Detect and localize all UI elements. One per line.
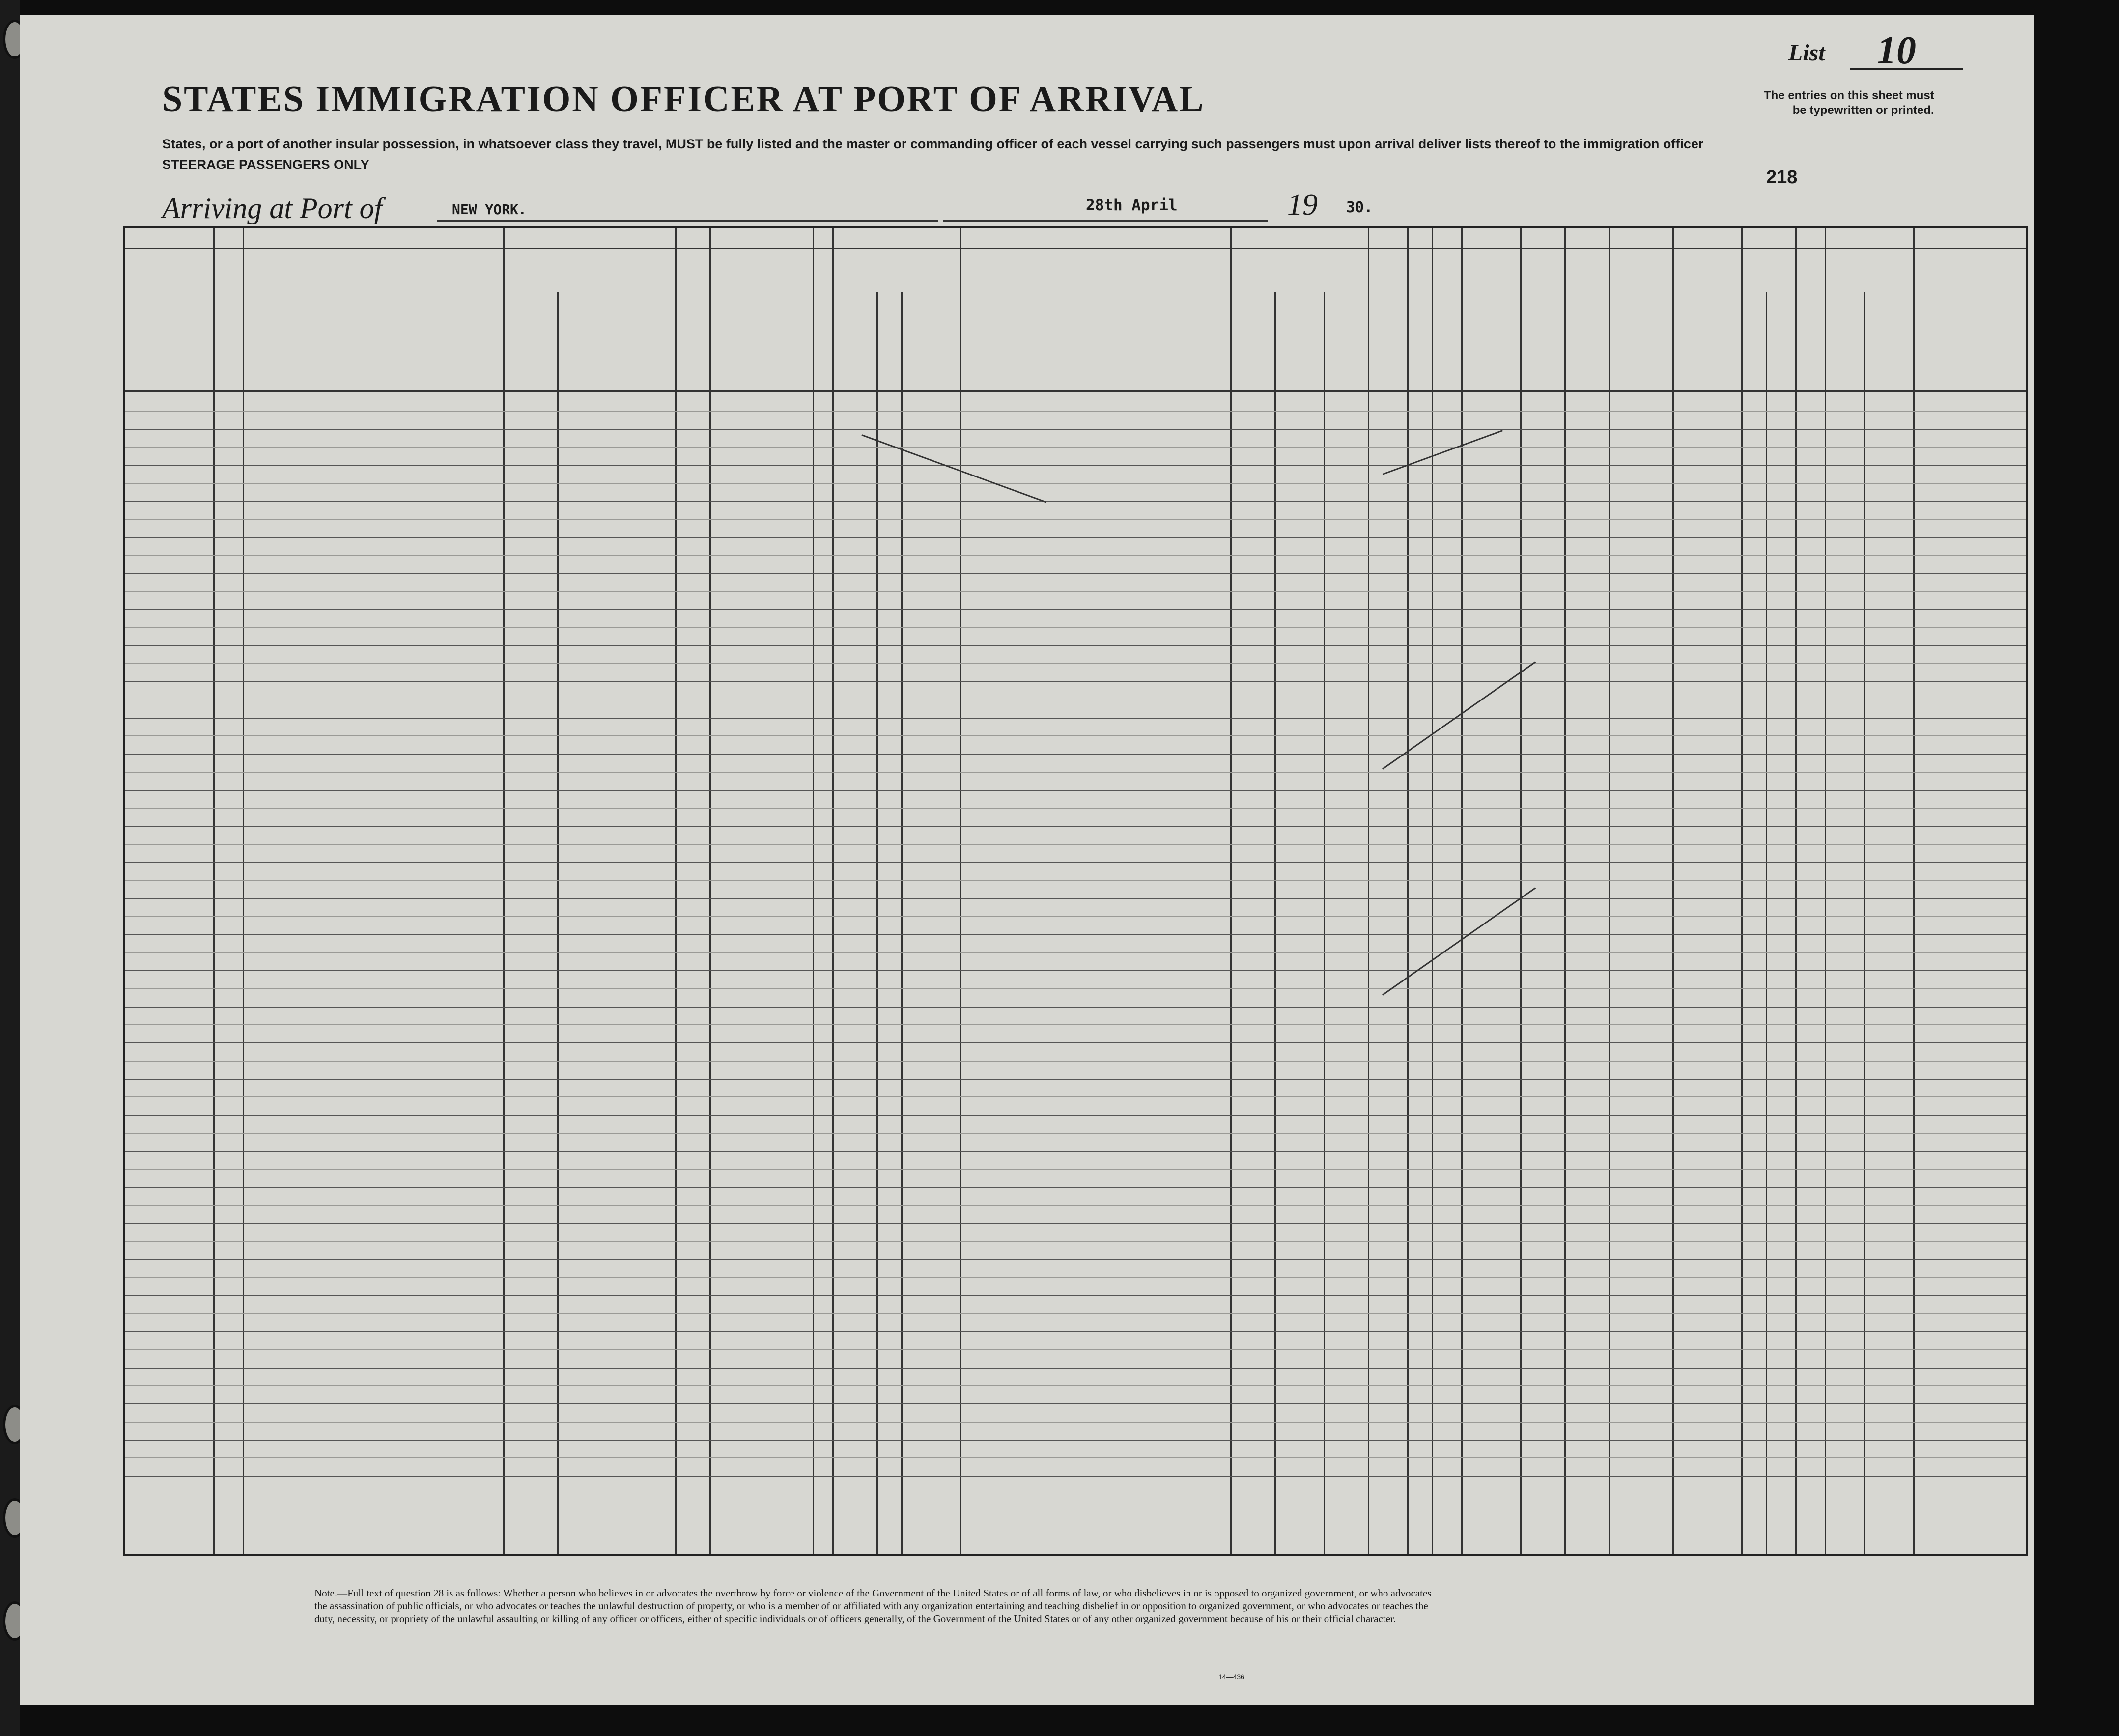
- row-divider: [125, 609, 2026, 610]
- row-divider: [125, 826, 2026, 827]
- typewritten-note: The entries on this sheet must be typewritten or printed.: [1764, 89, 1934, 117]
- column-divider: [1741, 228, 1743, 1554]
- arrival-port: NEW YORK.: [452, 201, 527, 218]
- row-divider: [125, 537, 2026, 538]
- row-divider: [125, 1079, 2026, 1080]
- ruled-line: [125, 519, 2026, 520]
- column-divider: [1230, 228, 1232, 1554]
- list-underline: [1850, 68, 1963, 70]
- row-divider: [125, 465, 2026, 466]
- arrival-year: 30.: [1346, 199, 1373, 216]
- list-label: List: [1788, 40, 1825, 66]
- column-divider: [1368, 228, 1369, 1554]
- ruled-line: [125, 1277, 2026, 1278]
- row-divider: [125, 862, 2026, 863]
- row-divider: [125, 1007, 2026, 1008]
- row-divider: [125, 970, 2026, 971]
- ruled-line: [125, 1169, 2026, 1170]
- row-divider: [125, 718, 2026, 719]
- ruled-line: [125, 1133, 2026, 1134]
- subcolumn-divider: [876, 292, 878, 1554]
- port-underline: [437, 220, 938, 222]
- manifest-table: [123, 226, 2028, 1556]
- row-divider: [125, 1115, 2026, 1116]
- row-divider: [125, 573, 2026, 574]
- column-divider: [1913, 228, 1915, 1554]
- ruled-line: [125, 1205, 2026, 1206]
- row-divider: [125, 790, 2026, 791]
- column-divider: [1461, 228, 1463, 1554]
- year-prefix: 19: [1287, 188, 1318, 222]
- ruled-line: [125, 1422, 2026, 1423]
- row-divider: [125, 1476, 2026, 1477]
- row-divider: [125, 1151, 2026, 1152]
- ruled-line: [125, 1061, 2026, 1062]
- ruled-line: [125, 1024, 2026, 1025]
- ruled-line: [125, 808, 2026, 809]
- ruled-line: [125, 663, 2026, 664]
- column-divider: [1407, 228, 1409, 1554]
- subcolumn-divider: [1274, 292, 1276, 1554]
- column-divider: [1432, 228, 1433, 1554]
- ruled-line: [125, 735, 2026, 736]
- binder-strip: [0, 0, 20, 1736]
- ruled-line: [125, 880, 2026, 881]
- ruled-line: [125, 1457, 2026, 1458]
- sheet-number: 218: [1766, 167, 1798, 188]
- row-divider: [125, 1042, 2026, 1043]
- row-divider: [125, 1403, 2026, 1404]
- arriving-label: Arriving at Port of: [162, 192, 383, 224]
- footnote: Note.—Full text of question 28 is as follows: Whether a person who believes in or advocates the overthrow by force or violence of the Government of the United States or of all forms of law, or who disbelieves in or is opposed to organized government, or who advocates the assassination of public officials, or who advocates or teaches the unlawful destruction of property, or who is a member of or affiliated with any organization entertaining and teaching disbelief in or opposition to organized government, or who advocates or teaches the duty, necessity, or propriety of the unlawful assaulting or killing of any officer or officers, either of specific individuals or of officers generally, of the Government of the United States or of any other organized government because of his or their official character.: [314, 1587, 1432, 1624]
- column-divider: [1795, 228, 1797, 1554]
- row-divider: [125, 1223, 2026, 1224]
- row-divider: [125, 501, 2026, 502]
- ruled-line: [125, 1349, 2026, 1350]
- subcolumn-divider: [1766, 292, 1767, 1554]
- subcolumn-divider: [1324, 292, 1325, 1554]
- column-divider: [503, 228, 505, 1554]
- row-divider: [125, 898, 2026, 899]
- subcolumn-divider: [1864, 292, 1865, 1554]
- subcolumn-divider: [557, 292, 559, 1554]
- handwritten-strike: [861, 434, 1046, 503]
- instruction-text: States, or a port of another insular possession, in whatsoever class they travel, MUST be fully listed and the master or commanding officer of each vessel carrying such passengers must upon arrival deliver lists thereof to the immigration officer: [162, 137, 1704, 151]
- column-divider: [1564, 228, 1566, 1554]
- ruled-line: [125, 483, 2026, 484]
- ruled-line: [125, 844, 2026, 845]
- ruled-line: [125, 411, 2026, 412]
- column-divider: [1609, 228, 1610, 1554]
- form-number: 14—436: [1218, 1673, 1244, 1680]
- ruled-line: [125, 1241, 2026, 1242]
- ruled-line: [125, 772, 2026, 773]
- header-body-divider: [125, 390, 2026, 392]
- ruled-line: [125, 1313, 2026, 1314]
- ruled-line: [125, 952, 2026, 953]
- row-divider: [125, 429, 2026, 430]
- ruled-line: [125, 447, 2026, 448]
- date-underline: [943, 220, 1268, 222]
- handwritten-strike: [1382, 887, 1536, 995]
- column-divider: [709, 228, 711, 1554]
- ruled-line: [125, 988, 2026, 989]
- ruled-line: [125, 591, 2026, 592]
- row-divider: [125, 645, 2026, 646]
- column-divider: [1825, 228, 1826, 1554]
- column-divider: [813, 228, 814, 1554]
- column-divider: [960, 228, 961, 1554]
- handwritten-strike: [1382, 430, 1502, 475]
- row-divider: [125, 681, 2026, 682]
- ruled-line: [125, 1096, 2026, 1097]
- column-divider: [1520, 228, 1522, 1554]
- header-divider: [125, 248, 2026, 249]
- row-divider: [125, 1368, 2026, 1369]
- column-divider: [832, 228, 834, 1554]
- row-divider: [125, 1295, 2026, 1296]
- column-divider: [675, 228, 677, 1554]
- ruled-line: [125, 627, 2026, 628]
- row-divider: [125, 754, 2026, 755]
- subcolumn-divider: [901, 292, 903, 1554]
- row-divider: [125, 1259, 2026, 1260]
- row-divider: [125, 1440, 2026, 1441]
- manifest-sheet: [20, 15, 2034, 1705]
- ruled-line: [125, 555, 2026, 556]
- steerage-label: STEERAGE PASSENGERS ONLY: [162, 157, 369, 172]
- row-divider: [125, 934, 2026, 935]
- ruled-line: [125, 916, 2026, 917]
- row-divider: [125, 1187, 2026, 1188]
- row-divider: [125, 1331, 2026, 1332]
- list-number: 10: [1877, 29, 1916, 72]
- page-title: STATES IMMIGRATION OFFICER AT PORT OF ARRIVAL: [162, 79, 1205, 119]
- column-divider: [1672, 228, 1674, 1554]
- ruled-line: [125, 1385, 2026, 1386]
- arrival-date: 28th April: [1086, 196, 1178, 214]
- column-divider: [213, 228, 215, 1554]
- column-divider: [243, 228, 244, 1554]
